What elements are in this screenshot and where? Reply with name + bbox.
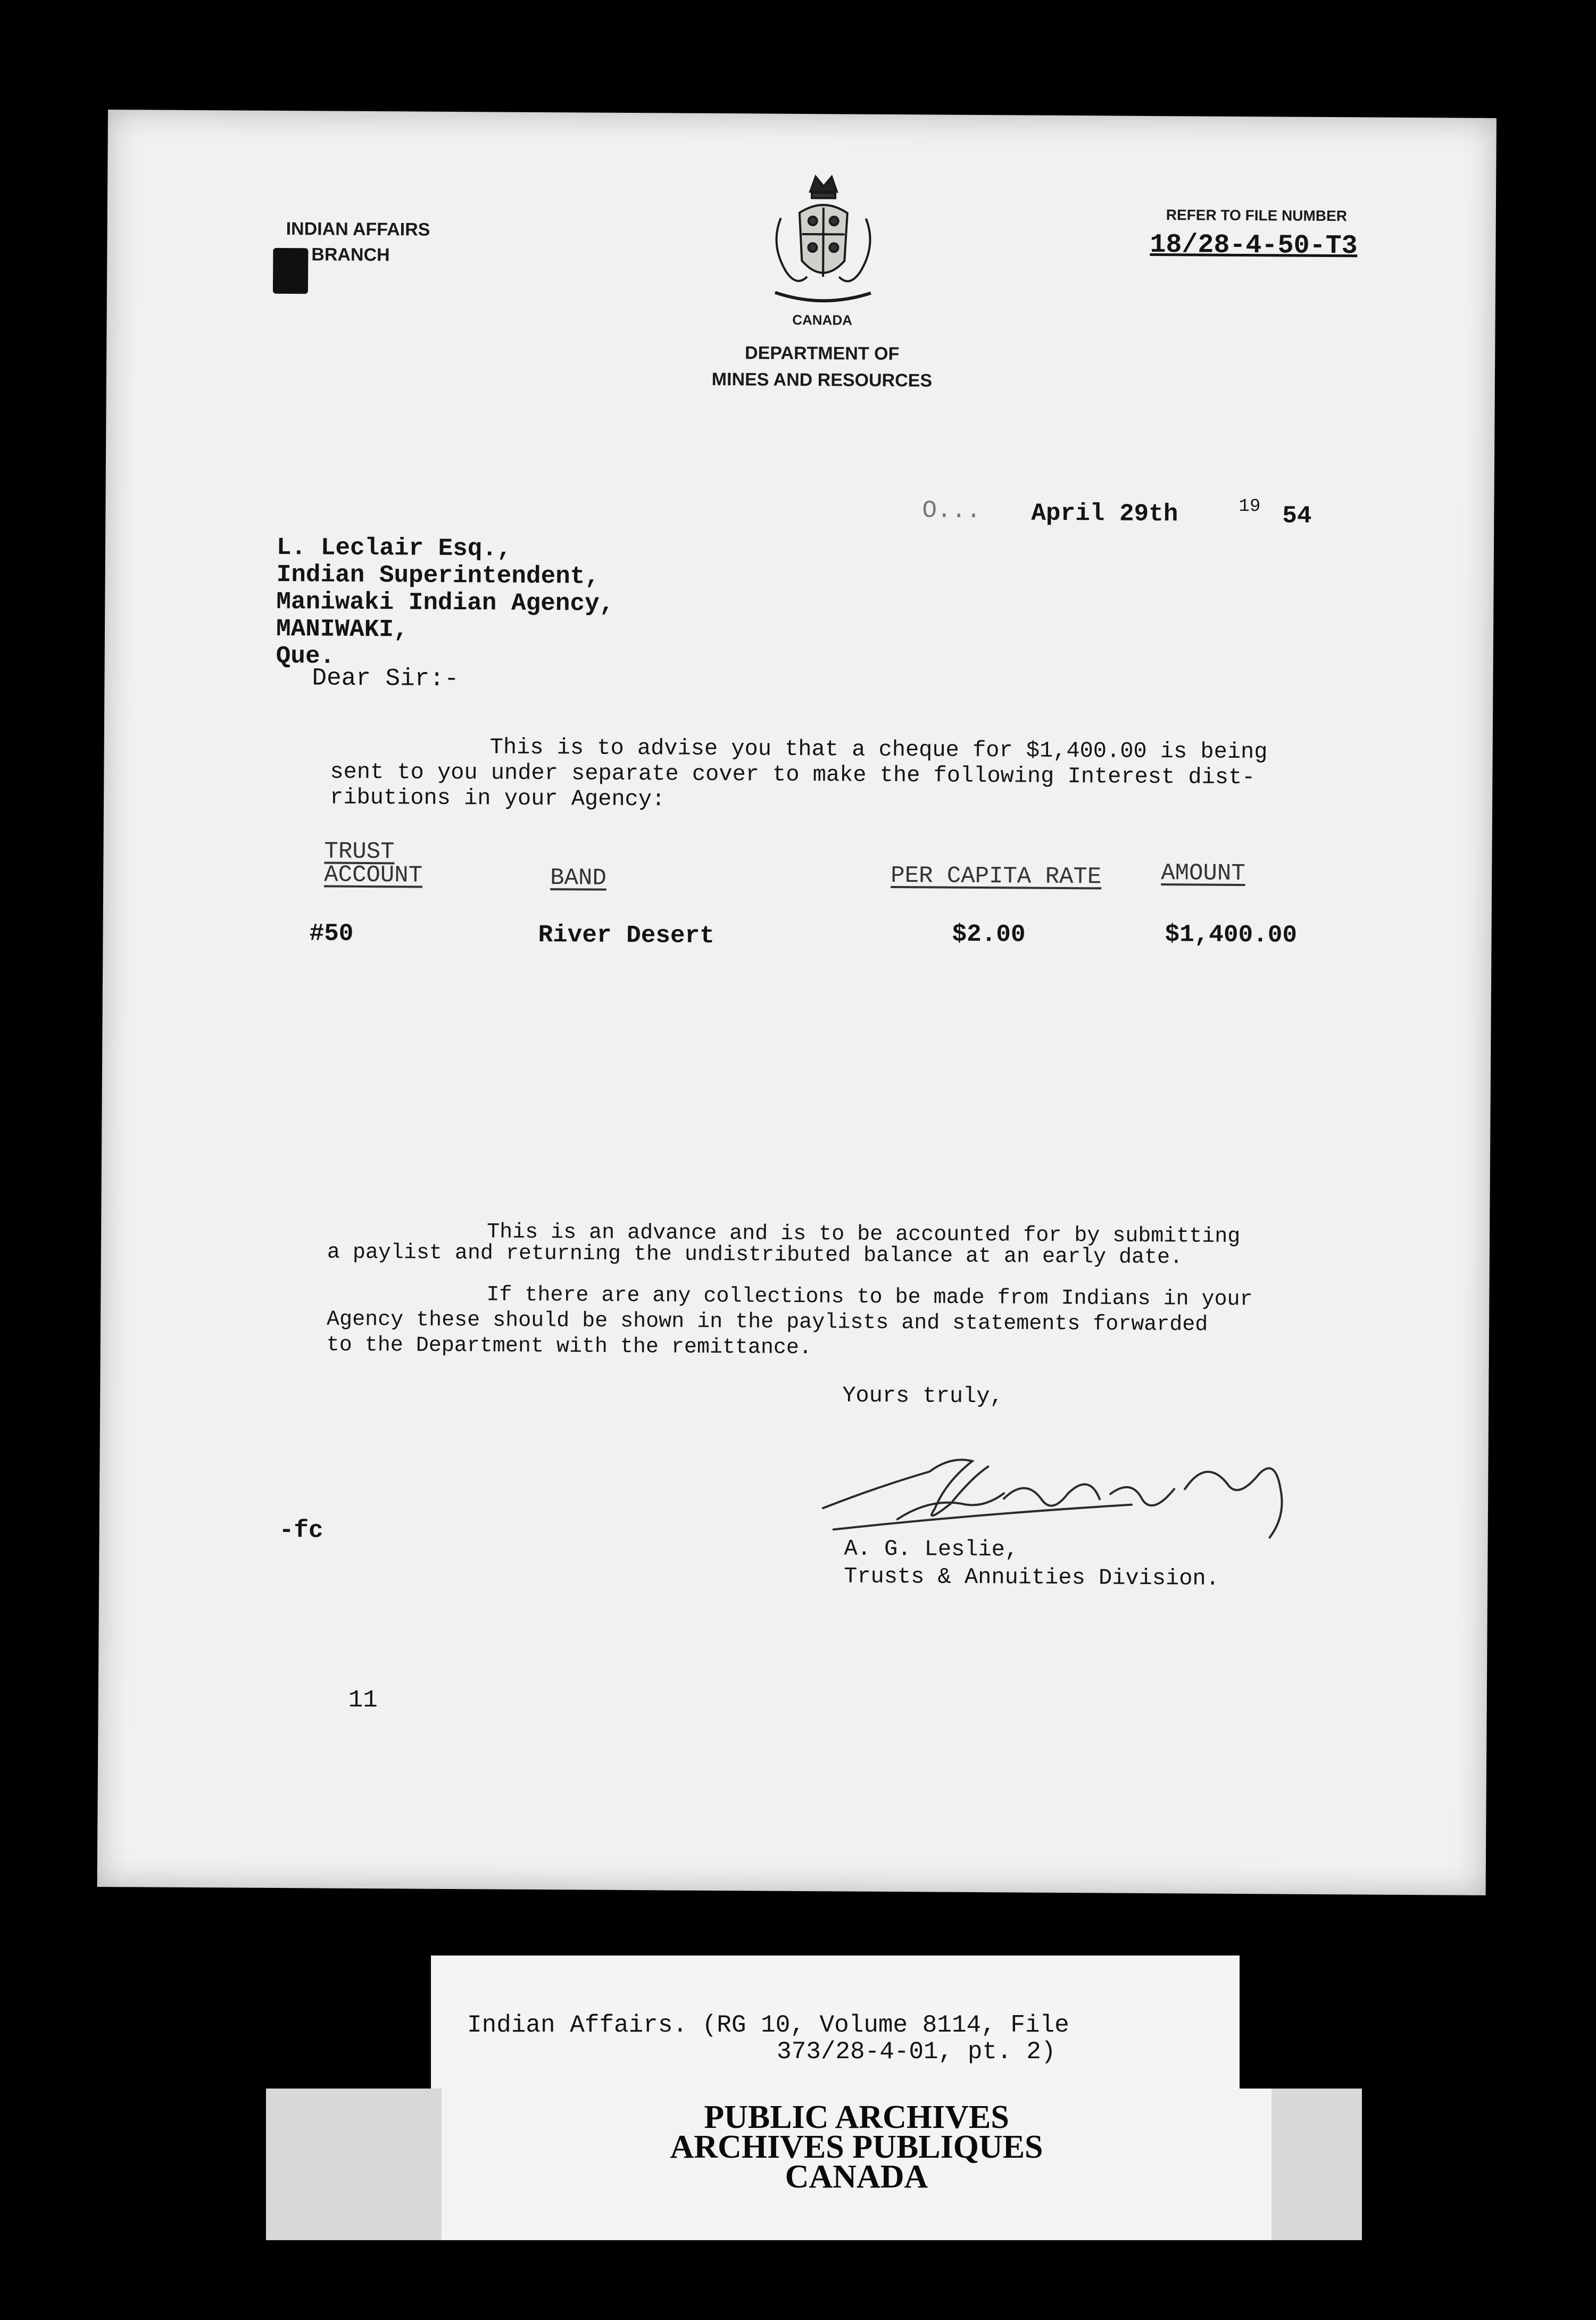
- country-label: CANADA: [792, 311, 853, 328]
- recipient-line: L. Leclair Esq.,: [276, 533, 512, 563]
- header-trust-account: [324, 840, 422, 888]
- archive-stamp-text: [442, 2099, 1271, 2195]
- recipient-line: Que.: [276, 642, 335, 670]
- date-month-day: April 29th: [1031, 499, 1178, 528]
- paragraph-2-line: a paylist and returning the undistributed balance at an early date.: [327, 1240, 1183, 1270]
- recipient-line: Maniwaki Indian Agency,: [276, 587, 614, 618]
- header-amount: AMOUNT: [1161, 860, 1245, 888]
- paragraph-3-line: to the Department with the remittance.: [326, 1333, 812, 1361]
- cell-amount: $1,400.00: [1165, 921, 1298, 949]
- archive-stamp-label: [442, 2089, 1271, 2240]
- cell-trust-account: #50: [309, 919, 354, 948]
- archive-stamp-strip: [266, 2089, 1362, 2240]
- date-place: O...: [922, 496, 982, 525]
- paragraph-3-line: Agency these should be shown in the paylists and statements forwarded: [326, 1307, 1208, 1337]
- branch-line-2: BRANCH: [311, 244, 390, 266]
- paragraph-3: [327, 1282, 1253, 1364]
- header-trust-line-2: ACCOUNT: [324, 861, 423, 889]
- file-reference-label: REFER TO FILE NUMBER: [1166, 206, 1348, 225]
- paragraph-1-line: This is to advise you that a cheque for $1,400.00 is being: [489, 734, 1268, 765]
- paragraph-2: [327, 1221, 1241, 1269]
- signer-title: Trusts & Annuities Division.: [844, 1563, 1220, 1592]
- typist-initials: -fc: [279, 1517, 323, 1545]
- signer-block: [844, 1535, 1219, 1593]
- cell-band: River Desert: [538, 921, 714, 950]
- letter-page: [97, 110, 1497, 1895]
- cell-per-capita-rate: $2.00: [952, 920, 1026, 949]
- date-year-suffix: 54: [1282, 502, 1312, 530]
- department-line-2: MINES AND RESOURCES: [711, 369, 933, 391]
- paragraph-3-line: If there are any collections to be made from Indians in your: [486, 1283, 1253, 1312]
- header-per-capita-rate: PER CAPITA RATE: [891, 863, 1102, 891]
- archive-stamp-line-3: CANADA: [785, 2159, 928, 2195]
- header-trust-line-1: TRUST: [324, 838, 395, 866]
- archive-reference-line-1: Indian Affairs. (RG 10, Volume 8114, File: [467, 2011, 1069, 2039]
- archive-stamp-line-2: ARCHIVES PUBLIQUES: [670, 2129, 1043, 2165]
- branch-line-1: INDIAN AFFAIRS: [286, 219, 430, 240]
- closing: Yours truly,: [842, 1382, 1003, 1410]
- paragraph-1-line: sent to you under separate cover to make the following Interest dist-: [330, 759, 1256, 791]
- signer-name: A. G. Leslie,: [844, 1536, 1019, 1563]
- recipient-line: Indian Superintendent,: [276, 560, 600, 591]
- department-line-1: DEPARTMENT OF: [744, 343, 900, 364]
- recipient-address: [276, 534, 614, 672]
- paragraph-2-line: This is an advance and is to be accounted for by submitting: [486, 1220, 1241, 1249]
- header-band: BAND: [550, 865, 606, 892]
- department-name: [670, 339, 974, 394]
- recipient-line: MANIWAKI,: [276, 615, 409, 644]
- redaction-mark: [273, 248, 309, 294]
- table-row: [103, 918, 1486, 959]
- archive-stamp-line-1: PUBLIC ARCHIVES: [704, 2099, 1009, 2135]
- file-reference-number: 18/28-4-50-T3: [1150, 229, 1358, 262]
- paragraph-1: [330, 734, 1268, 816]
- date-year-prefix: 19: [1238, 496, 1261, 517]
- salutation: Dear Sir:-: [312, 664, 459, 693]
- page-number: 11: [348, 1686, 378, 1714]
- paragraph-1-line: ributions in your Agency:: [329, 784, 666, 813]
- archive-reference-line-2: 373/28-4-01, pt. 2): [777, 2038, 1056, 2066]
- coat-of-arms-emblem: [759, 170, 888, 314]
